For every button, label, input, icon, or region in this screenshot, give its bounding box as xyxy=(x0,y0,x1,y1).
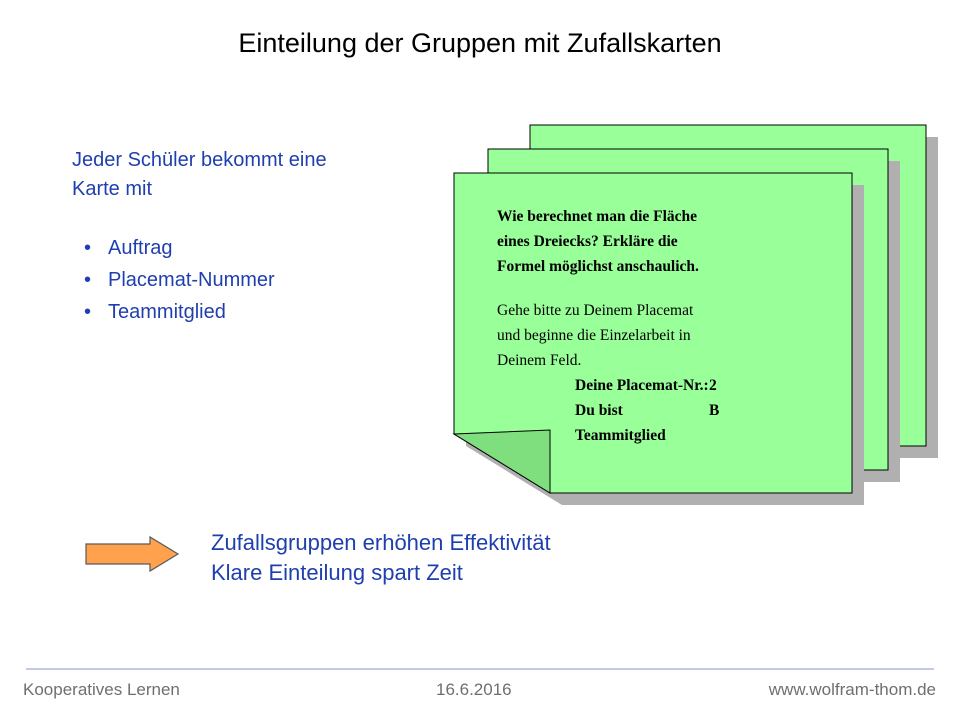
bullet-label: Placemat-Nummer xyxy=(108,269,275,291)
bullet-dot-icon: • xyxy=(84,301,92,323)
footer-divider xyxy=(26,668,934,670)
member-value: B xyxy=(709,402,720,419)
card-task-line: Formel möglichst anschaulich. xyxy=(497,258,699,275)
conclusion-line: Klare Einteilung spart Zeit xyxy=(211,560,463,585)
card-task-line: Wie berechnet man die Fläche xyxy=(497,208,698,225)
bullet-item xyxy=(84,296,275,328)
bullet-label: Auftrag xyxy=(108,237,173,259)
placemat-value: 2 xyxy=(709,377,717,394)
bullet-item xyxy=(84,232,275,264)
card-instruction-line: Deinem Feld. xyxy=(497,352,582,369)
card-instruction-line: und beginne die Einzelarbeit in xyxy=(497,327,691,344)
slide-title: Einteilung der Gruppen mit Zufallskarten xyxy=(238,28,722,58)
conclusion-text xyxy=(211,528,551,588)
card-task-line: eines Dreiecks? Erkläre die xyxy=(497,233,678,250)
intro-line: Jeder Schüler bekommt eine xyxy=(72,149,327,171)
footer-date: 16.6.2016 xyxy=(436,680,512,699)
footer-left: Kooperatives Lernen xyxy=(23,680,180,699)
bullet-dot-icon: • xyxy=(84,269,92,291)
card-instruction-line: Gehe bitte zu Deinem Placemat xyxy=(497,302,694,319)
bullet-dot-icon: • xyxy=(84,237,92,259)
conclusion-line: Zufallsgruppen erhöhen Effektivität xyxy=(211,530,551,555)
intro-line: Karte mit xyxy=(72,178,153,200)
arrow-right-icon xyxy=(84,535,184,575)
card-placemat-row xyxy=(497,373,817,398)
card-member-row xyxy=(497,398,817,448)
card-text xyxy=(497,204,817,448)
footer-website: www.wolfram-thom.de xyxy=(768,680,936,699)
bullet-list xyxy=(84,232,275,328)
placemat-label: Deine Placemat-Nr.: xyxy=(575,377,709,394)
bullet-item xyxy=(84,264,275,296)
bullet-label: Teammitglied xyxy=(108,301,226,323)
member-label: Du bist Teammitglied xyxy=(575,402,666,444)
intro-text xyxy=(72,146,327,204)
